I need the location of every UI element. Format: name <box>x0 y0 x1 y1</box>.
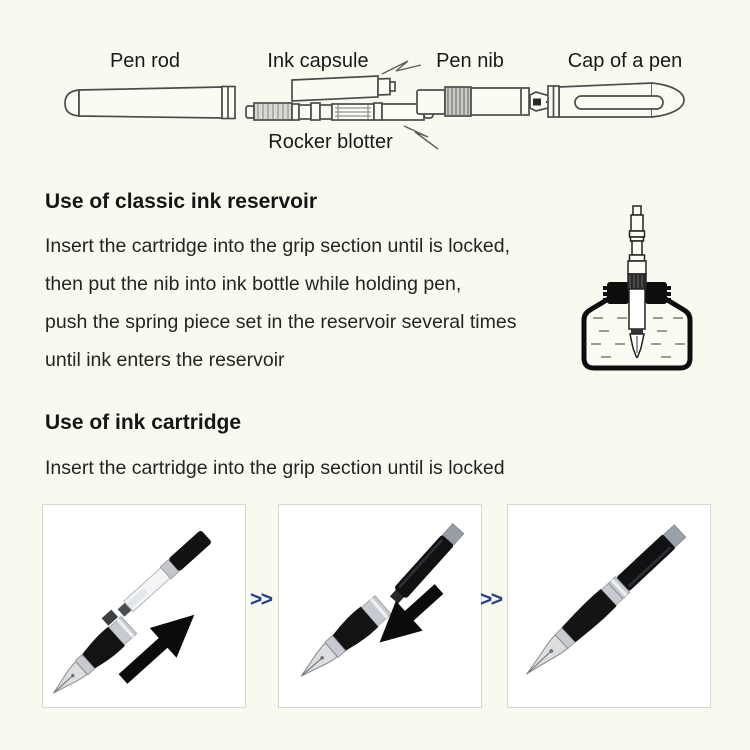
pen-nib-drawing <box>417 87 570 116</box>
heading-ink-cartridge: Use of ink cartridge <box>45 411 242 434</box>
step-separator-2: >> <box>480 588 502 611</box>
insert-converter-illustration <box>43 505 245 707</box>
assembled-pen-illustration <box>508 505 710 707</box>
ink-cartridge-line: Insert the cartridge into the grip section until is locked <box>45 457 505 479</box>
leader-line-blotter <box>404 126 438 149</box>
step-photo-insert-cartridge <box>278 504 482 708</box>
step-photo-assembled-pen <box>507 504 711 708</box>
step-photo-insert-converter <box>42 504 246 708</box>
insert-cartridge-illustration <box>279 505 481 707</box>
label-pen-rod: Pen rod <box>109 50 181 72</box>
paragraph-line: until ink enters the reservoir <box>45 349 285 371</box>
pen-parts-diagram <box>0 0 750 175</box>
heading-classic-reservoir: Use of classic ink reservoir <box>45 190 317 213</box>
label-pen-nib: Pen nib <box>436 50 504 72</box>
step-separator-1: >> <box>250 588 272 611</box>
rocker-blotter-drawing <box>246 103 433 120</box>
grip-section <box>292 595 392 687</box>
pen-cap-drawing <box>548 83 684 117</box>
cap-clip <box>575 96 663 109</box>
paragraph-line: then put the nib into ink bottle while holding pen, <box>45 273 462 295</box>
grip-section <box>45 615 138 702</box>
ink-capsule-drawing <box>292 76 395 101</box>
pen-rod-drawing <box>65 87 235 119</box>
leader-line-capsule <box>382 61 421 74</box>
label-rocker-blotter: Rocker blotter <box>268 131 393 153</box>
label-cap-of-a-pen: Cap of a pen <box>567 50 683 72</box>
label-ink-capsule: Ink capsule <box>267 50 369 72</box>
paragraph-line: push the spring piece set in the reservoir several times <box>45 311 517 333</box>
assembled-pen <box>518 522 688 683</box>
paragraph-line: Insert the cartridge into the grip section until is locked, <box>45 235 510 257</box>
converter-part <box>115 530 212 620</box>
pen-in-bottle <box>628 206 646 358</box>
ink-bottle-illustration <box>577 198 699 380</box>
classic-reservoir-paragraph <box>45 227 516 379</box>
